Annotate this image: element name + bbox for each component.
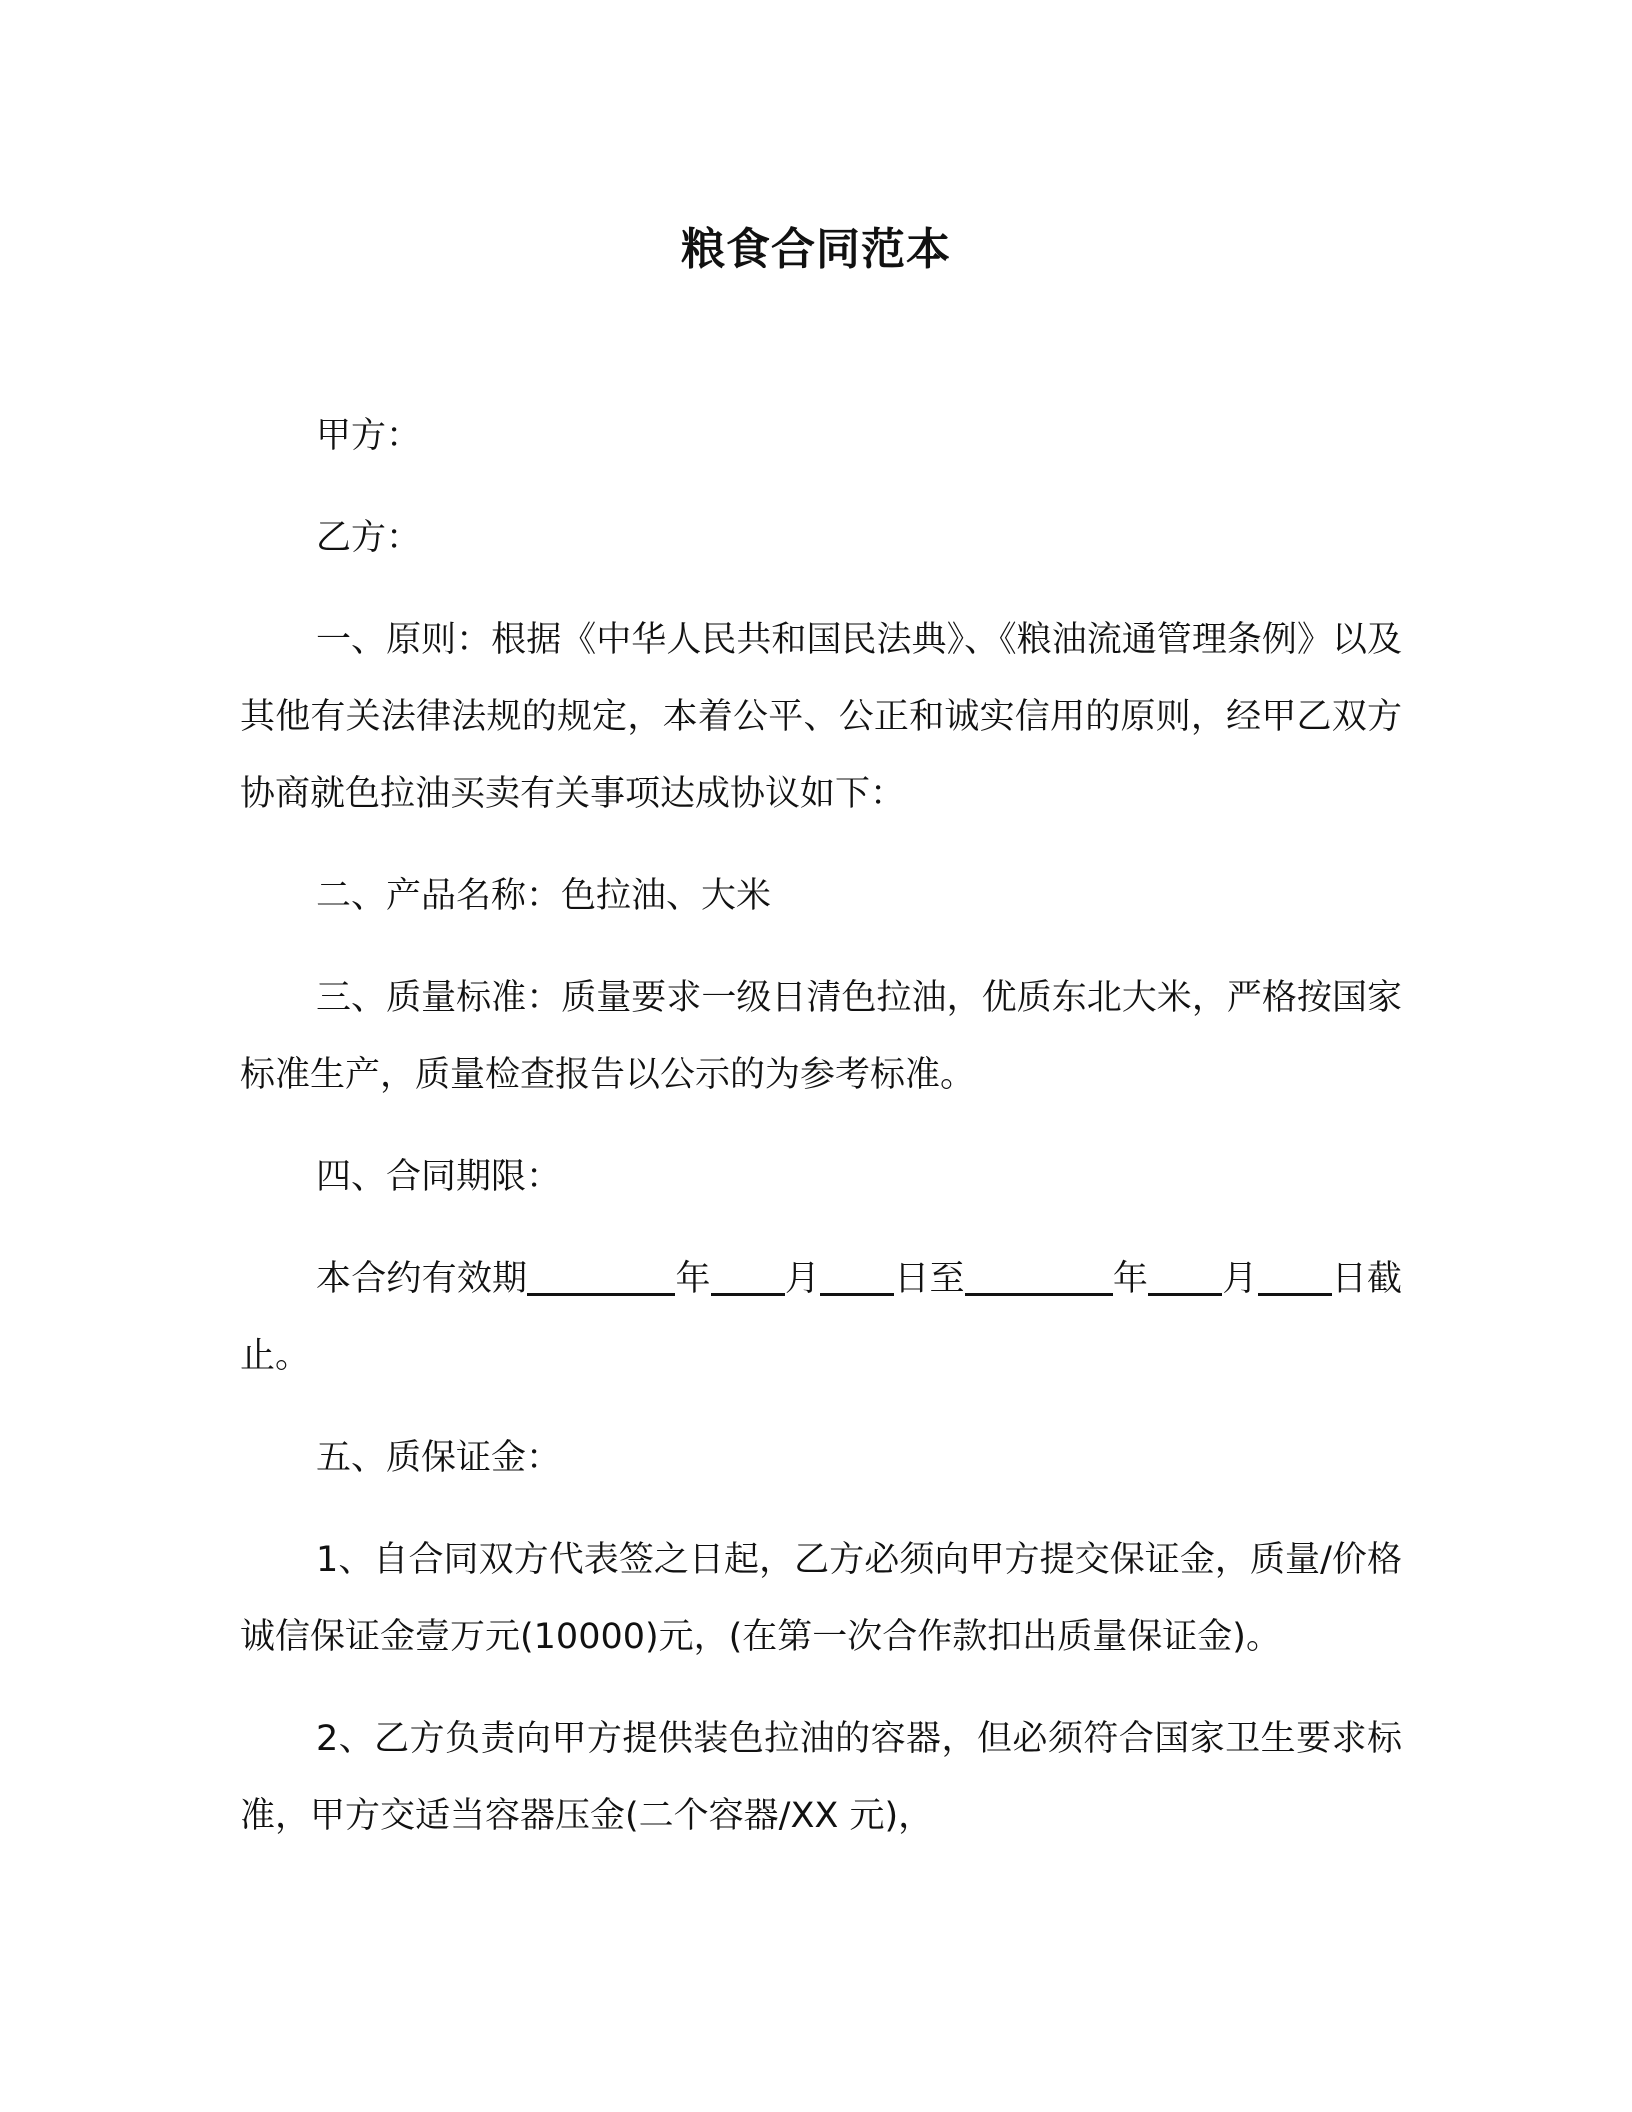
blank-start-day [820,1253,894,1296]
term-prefix: 本合约有效期 [316,1259,528,1299]
blank-start-year [527,1253,675,1296]
blank-start-month [711,1253,785,1296]
clause-quality-standard: 三、质量标准：质量要求一级日清色拉油，优质东北大米，严格按国家标准生产，质量检查报告以公示的为参考标准。 [240,978,1402,1095]
clause-product-name: 二、产品名称：色拉油、大米 [316,876,772,916]
clause-term-line [240,1241,1402,1395]
term-month-1: 月 [784,1259,821,1299]
blank-end-month [1148,1253,1222,1296]
clause-principle: 一、原则：根据《中华人民共和国民法典》、《粮油流通管理条例》以及其他有关法律法规的规定，本着公平、公正和诚实信用的原则，经甲乙双方协商就色拉油买卖有关事项达成协议如下： [240,620,1402,814]
clause-deposit-heading: 五、质保证金： [316,1438,562,1478]
party-b-line: 乙方： [316,518,422,558]
document-body [240,398,1402,1880]
term-year-1: 年 [675,1259,711,1299]
clause-term-heading: 四、合同期限： [316,1157,562,1197]
blank-end-day [1258,1253,1332,1296]
party-a-line: 甲方： [316,416,422,456]
deposit-item-2: 2、乙方负责向甲方提供装色拉油的容器，但必须符合国家卫生要求标准，甲方交适当容器压金(二个容器/XX 元)， [240,1719,1402,1836]
term-day-to: 日至 [894,1259,965,1299]
deposit-item-1: 1、自合同双方代表签之日起，乙方必须向甲方提交保证金，质量/价格诚信保证金壹万元(10000)元，(在第一次合作款扣出质量保证金)。 [240,1540,1402,1657]
term-month-2: 月 [1222,1259,1258,1299]
blank-end-year [965,1253,1113,1296]
document-title: 粮食合同范本 [681,224,951,275]
term-end: 日截止。 [240,1259,1402,1376]
term-year-2: 年 [1112,1259,1149,1299]
